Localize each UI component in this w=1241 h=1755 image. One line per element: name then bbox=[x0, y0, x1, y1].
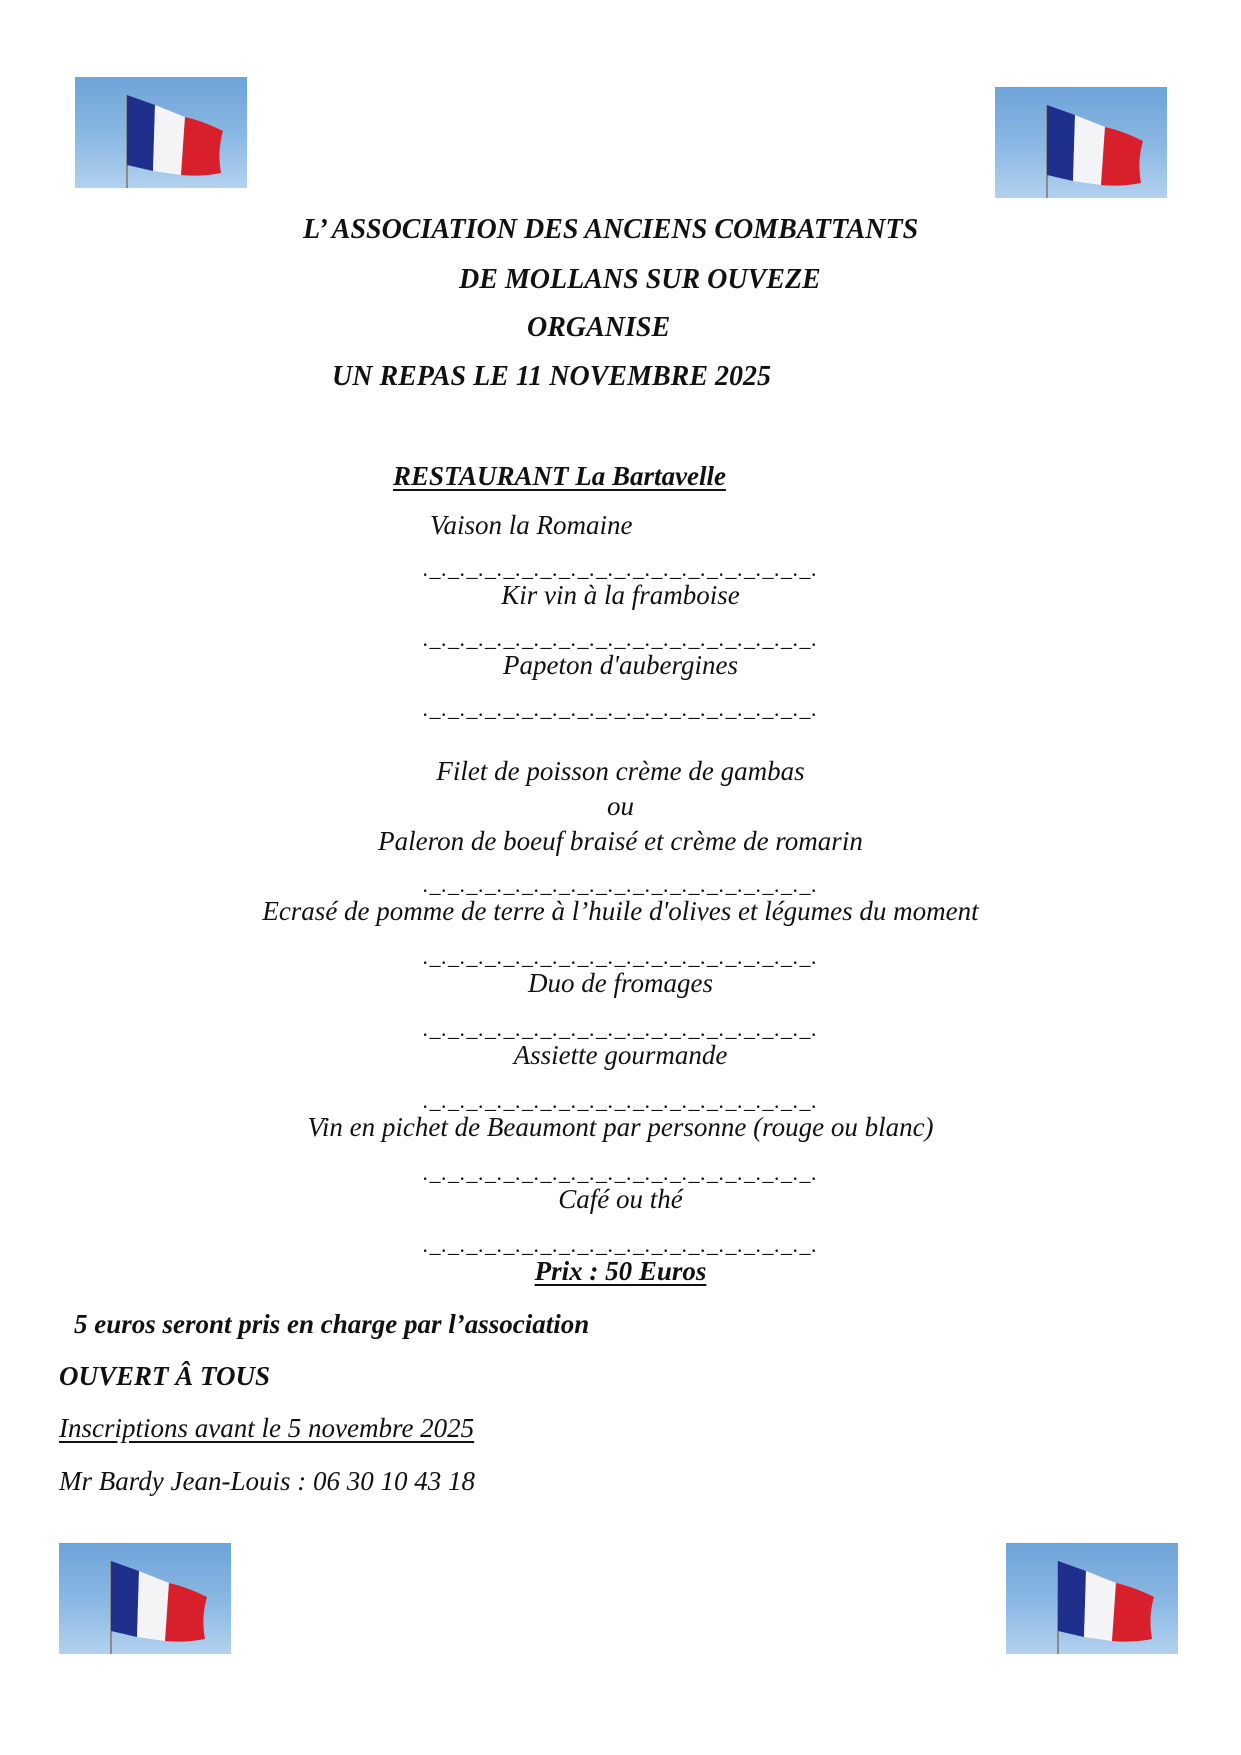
menu-cheese: Duo de fromages bbox=[528, 968, 713, 998]
open-to-all: OUVERT Â TOUS bbox=[59, 1361, 271, 1391]
header-line-association: L’ ASSOCIATION DES ANCIENS COMBATTANTS bbox=[303, 214, 919, 245]
menu-separator: ._._._._._._._._._._._._._._._._._._._._._. bbox=[423, 1016, 818, 1041]
menu-separator: ._._._._._._._._._._._._._._._._._._._._._. bbox=[423, 1232, 818, 1257]
menu-separator: ._._._._._._._._._._._._._._._._._._._._._. bbox=[423, 626, 818, 651]
french-flag-icon bbox=[75, 77, 247, 188]
french-flag-image bbox=[995, 87, 1167, 198]
menu-dessert: Assiette gourmande bbox=[513, 1040, 728, 1070]
registration-deadline: Inscriptions avant le 5 novembre 2025 bbox=[59, 1413, 475, 1443]
french-flag-image bbox=[1006, 1543, 1178, 1654]
menu-separator: ._._._._._._._._._._._._._._._._._._._._._. bbox=[423, 944, 818, 969]
menu-coffee: Café ou thé bbox=[558, 1184, 683, 1214]
contact-info: Mr Bardy Jean-Louis : 06 30 10 43 18 bbox=[59, 1466, 475, 1496]
menu-main-option-2: Paleron de boeuf braisé et crème de romarin bbox=[378, 826, 863, 856]
menu-separator: ._._._._._._._._._._._._._._._._._._._._._. bbox=[423, 872, 818, 897]
price: Prix : 50 Euros bbox=[534, 1256, 707, 1286]
restaurant-name: RESTAURANT La Bartavelle bbox=[393, 461, 727, 491]
header-line-town: DE MOLLANS SUR OUVEZE bbox=[459, 264, 821, 295]
menu-wine: Vin en pichet de Beaumont par personne (rouge ou blanc) bbox=[307, 1112, 934, 1142]
menu-main-option-1: Filet de poisson crème de gambas bbox=[436, 756, 805, 786]
french-flag-image bbox=[75, 77, 247, 188]
french-flag-icon bbox=[995, 87, 1167, 198]
french-flag-icon bbox=[1006, 1543, 1178, 1654]
french-flag-icon bbox=[59, 1543, 231, 1654]
menu-side: Ecrasé de pomme de terre à l’huile d'olives et légumes du moment bbox=[262, 896, 979, 926]
menu-separator: ._._._._._._._._._._._._._._._._._._._._._. bbox=[423, 696, 818, 721]
menu-separator: ._._._._._._._._._._._._._._._._._._._._._. bbox=[423, 1160, 818, 1185]
subsidy-note: 5 euros seront pris en charge par l’association bbox=[74, 1309, 590, 1339]
menu-aperitif: Kir vin à la framboise bbox=[501, 580, 740, 610]
menu-separator: ._._._._._._._._._._._._._._._._._._._._._. bbox=[423, 556, 818, 581]
header-line-event: UN REPAS LE 11 NOVEMBRE 2025 bbox=[332, 361, 772, 392]
header-line-organise: ORGANISE bbox=[527, 312, 671, 343]
menu-main-or: ou bbox=[607, 791, 634, 821]
french-flag-image bbox=[59, 1543, 231, 1654]
menu-entree: Papeton d'aubergines bbox=[503, 650, 738, 680]
restaurant-town: Vaison la Romaine bbox=[430, 510, 633, 540]
menu-separator: ._._._._._._._._._._._._._._._._._._._._._. bbox=[423, 1088, 818, 1113]
